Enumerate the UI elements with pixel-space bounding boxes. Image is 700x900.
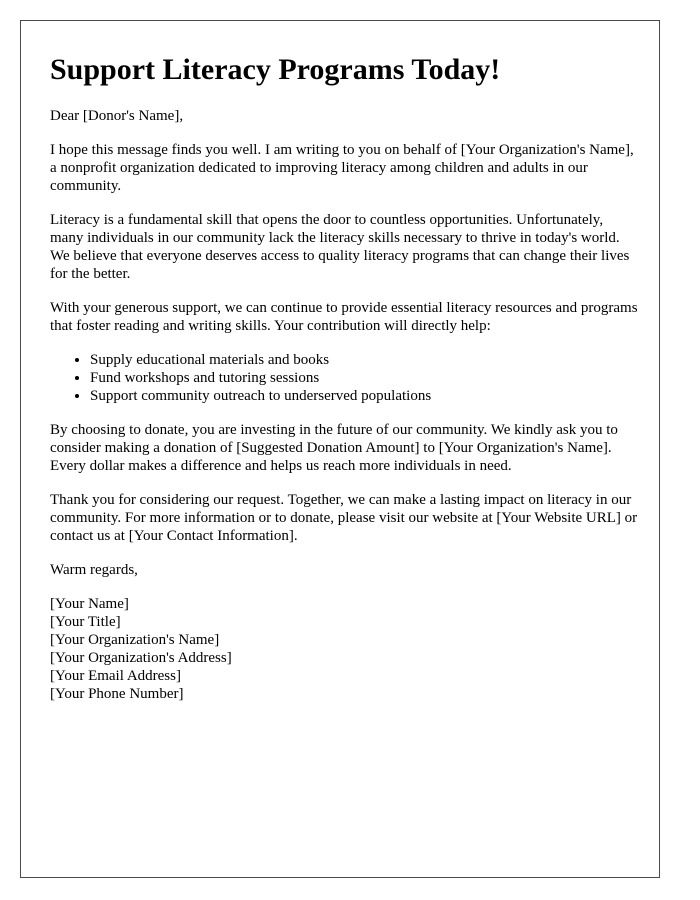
salutation: Dear [Donor's Name], (50, 108, 184, 124)
letter-title: Support Literacy Programs Today! (50, 53, 501, 86)
signature-address: [Your Organization's Address] (50, 650, 232, 666)
support-paragraph: With your generous support, we can continue to provide essential literacy resources and programs that foster reading and writing skills. Your contribution will directly help: (50, 300, 638, 334)
letter-page (20, 20, 660, 878)
intro-paragraph: I hope this message finds you well. I am writing to you on behalf of [Your Organization's Name], a nonprofit organization dedicated to improving literacy among children and adults in our community. (50, 142, 634, 194)
list-item: • Support community outreach to underserved populations (90, 387, 640, 405)
signature-phone: [Your Phone Number] (50, 686, 184, 702)
signature-title: [Your Title] (50, 614, 121, 630)
signature-name: [Your Name] (50, 596, 129, 612)
literacy-paragraph: Literacy is a fundamental skill that opens the door to countless opportunities. Unfortunately, many individuals in our community lack the literacy skills necessary to thrive in today's world. We believe that everyone deserves access to quality literacy programs that can change their lives for the better. (50, 212, 630, 282)
list-item: • Fund workshops and tutoring sessions (90, 369, 640, 387)
list-item: • Supply educational materials and books (90, 351, 640, 369)
thanks-paragraph: Thank you for considering our request. Together, we can make a lasting impact on literacy in our community. For more information or to donate, please visit our website at [Your Website URL] or contact us at [Your Contact Information]. (50, 492, 638, 544)
signature-email: [Your Email Address] (50, 668, 181, 684)
signature-organization: [Your Organization's Name] (50, 632, 220, 648)
donation-paragraph: By choosing to donate, you are investing in the future of our community. We kindly ask you to consider making a donation of [Suggested Donation Amount] to [Your Organization's Name]. Every dollar makes a difference and helps us reach more individuals in need. (50, 422, 618, 474)
signature-block (50, 595, 640, 703)
contribution-list (50, 351, 640, 405)
letter-content (50, 51, 640, 719)
signoff: Warm regards, (50, 562, 138, 578)
